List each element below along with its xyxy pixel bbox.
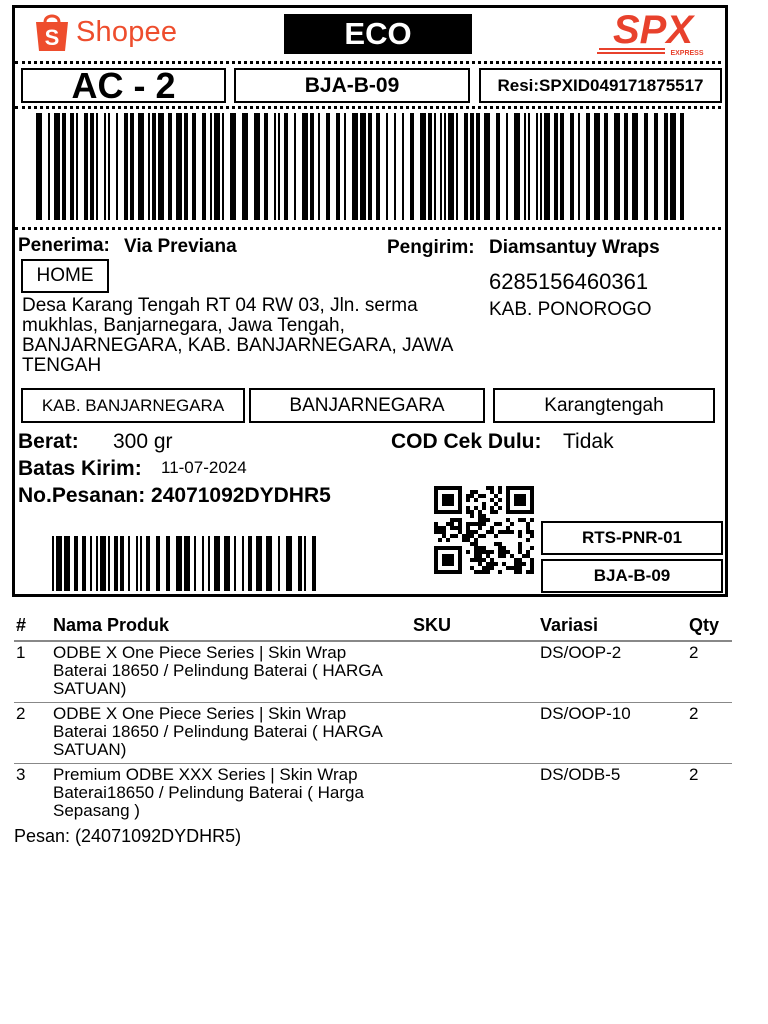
barcode-bar [524,113,526,220]
barcode-bar [560,113,564,220]
barcode-bar [528,113,530,220]
table-header [14,614,732,642]
sort-code: AC - 2 [21,68,226,103]
barcode-bar [108,113,110,220]
recipient-name: Via Previana [124,236,237,257]
barcode-bar [148,113,150,220]
barcode-bar [312,536,316,591]
barcode-bar [310,113,314,220]
row-variant: DS/OOP-10 [540,704,631,723]
barcode-bar [224,536,230,591]
barcode-bar [176,113,182,220]
barcode-bar [108,536,110,591]
table-row [14,703,732,764]
order-note: Pesan: (24071092DYDHR5) [14,826,242,846]
barcode-bar [146,536,150,591]
shopee-bag-icon [34,11,70,53]
barcode-bar [360,113,366,220]
barcode-bar [298,536,302,591]
route-code: RTS-PNR-01 [541,521,723,555]
barcode-bar [680,113,684,220]
barcode-bar [514,113,520,220]
barcode-bar [124,113,128,220]
sender-label: Pengirim: [387,237,475,258]
row-no: 2 [16,704,26,723]
barcode-bar [444,113,446,220]
row-no: 3 [16,765,26,784]
barcode-bar [140,536,142,591]
barcode-bar [536,113,538,220]
courier-logo-text: SPX [612,9,694,52]
barcode-bar [56,536,62,591]
barcode-bar [120,536,124,591]
order-number: No.Pesanan: 24071092DYDHR5 [18,484,331,507]
row-variant: DS/ODB-5 [540,765,621,784]
row-qty: 2 [689,643,699,662]
barcode-bar [208,536,210,591]
district-box: BANJARNEGARA [249,388,485,423]
barcode-bar [464,113,468,220]
barcode-bar [594,113,600,220]
barcode-bar [138,113,144,220]
barcode-bar [202,113,206,220]
barcode-bar [176,536,182,591]
barcode-bar [96,113,98,220]
items-table [14,614,732,847]
cod-label: COD Cek Dulu: [391,430,542,453]
barcode-bar [386,113,388,220]
divider [15,227,721,230]
tracking-number: Resi:SPXID049171875517 [479,68,722,103]
barcode-bar [428,113,432,220]
barcode-bar [104,113,106,220]
barcode-bar [470,113,474,220]
row-product: Premium ODBE XXX Series | Skin Wrap Baterai18650 / Pelindung Baterai ( Harga Sepasang ) [53,765,364,820]
table-row [14,764,732,824]
barcode-bar [74,536,78,591]
barcode-bar [448,113,454,220]
barcode-bar [278,113,280,220]
barcode-bar [194,536,196,591]
barcode-bar [318,113,320,220]
service-badge: ECO [284,14,472,54]
barcode-bar [420,113,426,220]
barcode-bar [614,113,620,220]
barcode-order [52,536,320,591]
barcode-bar [48,113,50,220]
barcode-bar [266,536,272,591]
barcode-bar [52,536,54,591]
barcode-bar [456,113,458,220]
barcode-bar [434,113,436,220]
barcode-bar [344,113,346,220]
barcode-bar [82,536,86,591]
barcode-bar [234,536,236,591]
barcode-bar [76,113,78,220]
barcode-bar [114,536,118,591]
barcode-bar [540,113,542,220]
barcode-bar [368,113,372,220]
barcode-bar [90,113,94,220]
barcode-bar [394,113,396,220]
barcode-bar [230,113,236,220]
barcode-bar [256,536,262,591]
barcode-bar [664,113,668,220]
recipient-address: Desa Karang Tengah RT 04 RW 03, Jln. serma mukhlas, Banjarnegara, Jawa Tengah, BANJARNEGARA, KAB. BANJARNEGARA, JAWA TENGAH [22,295,453,376]
barcode-bar [586,113,590,220]
barcode-bar [54,113,60,220]
header-variant: Variasi [540,615,599,635]
row-product: ODBE X One Piece Series | Skin Wrap Baterai 18650 / Pelindung Baterai ( HARGA SATUAN) [53,643,382,698]
barcode-bar [84,113,88,220]
deadline-label: Batas Kirim: [18,457,142,480]
sender-city: KAB. PONOROGO [489,299,652,320]
row-qty: 2 [689,765,699,784]
brand-name: Shopee [76,15,178,48]
barcode-bar [496,113,500,220]
regency-box: KAB. BANJARNEGARA [21,388,245,423]
svg-text:S: S [44,25,60,50]
cod-value: Tidak [563,430,614,453]
barcode-bar [158,113,164,220]
address-type-badge: HOME [21,259,109,293]
row-qty: 2 [689,704,699,723]
village-box: Karangtengah [493,388,715,423]
barcode-bar [214,113,220,220]
barcode-bar [632,113,638,220]
barcode-bar [376,113,380,220]
header-sku: SKU [413,615,452,635]
barcode-bar [128,536,130,591]
barcode-bar [604,113,608,220]
barcode-bar [506,113,508,220]
barcode-bar [222,113,224,220]
barcode-bar [302,113,308,220]
barcode-bar [304,536,306,591]
barcode-bar [274,113,276,220]
barcode-bar [184,536,190,591]
barcode-bar [152,113,156,220]
barcode-bar [624,113,628,220]
barcode-bar [570,113,574,220]
hub-code: BJA-B-09 [234,68,470,103]
header-qty: Qty [689,615,720,635]
barcode-bar [654,113,658,220]
barcode-bar [62,113,66,220]
barcode-bar [410,113,414,220]
barcode-bar [352,113,358,220]
sender-phone: 6285156460361 [489,269,649,294]
barcode-bar [284,113,288,220]
barcode-bar [156,536,160,591]
barcode-bar [670,113,676,220]
qr-code [434,486,534,574]
barcode-bar [70,113,74,220]
spx-logo-icon [595,9,710,57]
barcode-bar [242,536,244,591]
barcode-bar [294,113,296,220]
barcode-bar [326,113,330,220]
barcode-bar [214,536,220,591]
barcode-bar [202,536,204,591]
barcode-bar [440,113,442,220]
barcode-bar [336,113,340,220]
table-row [14,642,732,703]
barcode-bar [184,113,188,220]
barcode-bar [192,113,196,220]
hub-code-bottom: BJA-B-09 [541,559,723,593]
deadline-value: 11-07-2024 [161,458,247,477]
barcode-bar [402,113,404,220]
courier-sub-text: EXPRESS [670,50,704,57]
weight-value: 300 gr [113,430,173,453]
barcode-bar [476,113,480,220]
header-no: # [16,615,27,635]
barcode-bar [36,113,42,220]
barcode-bar [544,113,550,220]
barcode-bar [168,113,172,220]
barcode-bar [130,113,134,220]
weight-label: Berat: [18,430,79,453]
shopee-logo [34,11,177,53]
barcode-bar [254,113,260,220]
divider [15,106,721,109]
sender-name: Diamsantuy Wraps [489,237,660,258]
row-no: 1 [16,643,26,662]
barcode-bar [90,536,92,591]
barcode-bar [96,536,98,591]
barcode-bar [248,536,252,591]
barcode-bar [286,536,292,591]
row-product: ODBE X One Piece Series | Skin Wrap Baterai 18650 / Pelindung Baterai ( HARGA SATUAN) [53,704,382,759]
barcode-bar [64,536,70,591]
header-product: Nama Produk [53,615,170,635]
barcode-bar [116,113,118,220]
barcode-bar [210,113,212,220]
barcode-bar [644,113,648,220]
barcode-bar [166,536,170,591]
row-variant: DS/OOP-2 [540,643,622,662]
barcode-bar [278,536,280,591]
barcode-bar [264,113,268,220]
barcode-main [36,113,692,220]
recipient-label: Penerima: [18,235,110,256]
barcode-bar [136,536,138,591]
barcode-bar [484,113,490,220]
barcode-bar [554,113,558,220]
barcode-bar [100,536,106,591]
barcode-bar [578,113,580,220]
barcode-bar [242,113,248,220]
